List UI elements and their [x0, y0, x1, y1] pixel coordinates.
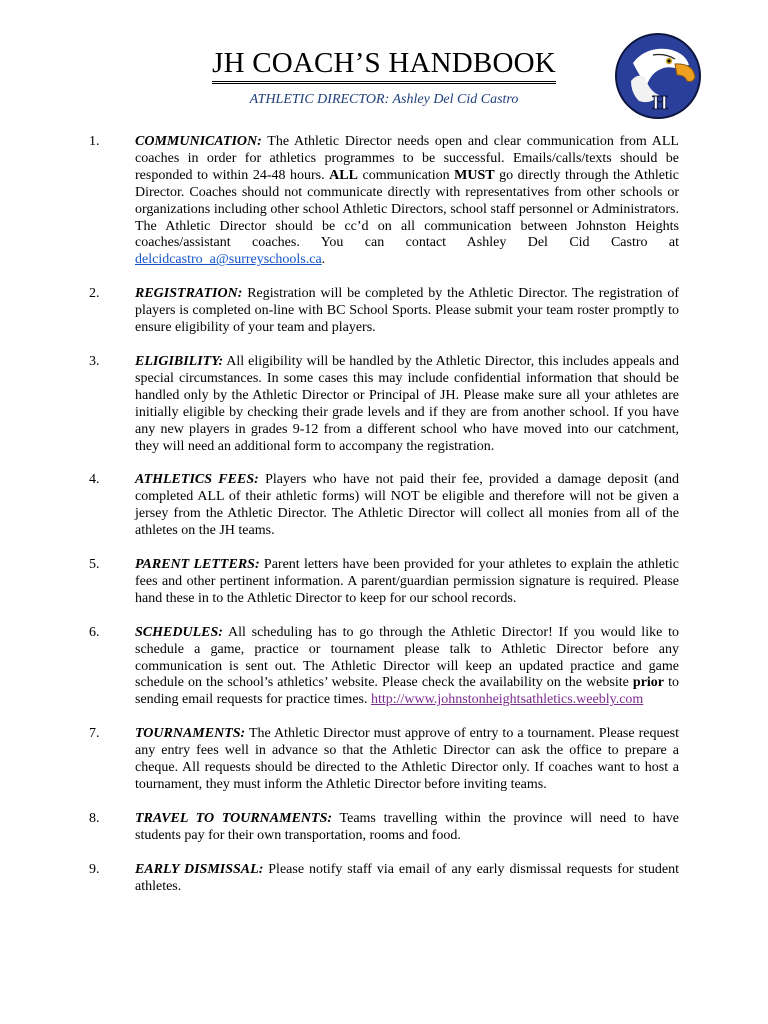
item-text: . [321, 252, 326, 268]
page-title-text: JH COACH’S HANDBOOK [212, 46, 556, 84]
item-text: to sending email requests for practice times. [135, 675, 680, 708]
handbook-list [89, 134, 679, 913]
emphasis-prior: prior [632, 675, 665, 691]
item-heading: EARLY DISMISSAL: [135, 861, 264, 877]
list-item-athletics-fees [89, 472, 679, 540]
item-number: 1. [89, 134, 100, 149]
emphasis-all: ALL [329, 167, 358, 183]
item-heading: REGISTRATION: [135, 286, 243, 302]
item-text: go directly through the Athletic Director. Coaches should not communicate directly with representatives from other schools or organizations including other school Athletic Directors, school staff personnel or Administrators. The Athletic Director should be cc’d on all communication between Johnston Heights coaches/assistant coaches. You can contact Ashley Del Cid Castro at [135, 167, 679, 251]
item-heading: COMMUNICATION: [135, 134, 262, 149]
athletic-director-subtitle: ATHLETIC DIRECTOR: Ashley Del Cid Castro [249, 92, 519, 107]
item-number: 7. [89, 726, 100, 742]
item-text: The Athletic Director needs open and clear communication from ALL coaches in order for athletics programmes to be successful. Emails/calls/texts should be responded to within 24-48 hours. [135, 134, 679, 183]
list-item-registration [89, 286, 679, 337]
list-item-parent-letters [89, 557, 679, 608]
item-number: 2. [89, 286, 100, 302]
list-item-travel [89, 811, 679, 845]
emphasis-must: MUST [454, 167, 495, 183]
item-heading: PARENT LETTERS: [135, 557, 260, 573]
item-heading: ATHLETICS FEES: [135, 472, 259, 488]
item-number: 8. [89, 810, 100, 826]
website-link[interactable]: http://www.johnstonheightsathletics.weebly.com [370, 692, 644, 708]
list-item-communication [89, 134, 679, 269]
item-text: Teams travelling within the province will need to have students pay for their own transportation, rooms and food. [135, 810, 679, 843]
item-number: 5. [89, 557, 100, 573]
list-item-tournaments [89, 726, 679, 794]
item-text: All eligibility will be handled by the Athletic Director, this includes appeals and special circumstances. In some cases this may include confidential information that should be handled only by the Athletic Director or Principal of JH. Please make sure all your athletes are initially eligible by checking their grade levels and if they are from another school. If you have any new players in grades 9-12 from a different school who have moved into our catchment, they will need an additional form to accompany the registration. [135, 353, 679, 454]
item-text: Registration will be completed by the Athletic Director. The registration of players is completed on-line with BC School Sports. Please submit your team roster promptly to ensure eligibility of your team and players. [135, 286, 679, 336]
item-text: Players who have not paid their fee, provided a damage deposit (and completed ALL of their athletic forms) will NOT be eligible and therefore will not be given a jersey from the Athletic Director. The Athletic Director will collect all monies from all of the athletes on the JH teams. [135, 472, 680, 539]
list-item-early-dismissal [89, 862, 679, 896]
item-number: 3. [89, 353, 100, 369]
item-heading: ELIGIBILITY: [135, 353, 224, 369]
logo-letter: H [652, 92, 668, 114]
item-text: Please notify staff via email of any early dismissal requests for student athletes. [135, 861, 679, 894]
item-heading: SCHEDULES: [135, 624, 223, 640]
item-text: communication [357, 167, 455, 183]
item-text: All scheduling has to go through the Athletic Director! If you would like to schedule a game, practice or tournament please talk to Athletic Director before any communication is sent out. The Athletic Director will keep an updated practice and game schedule on the school’s athletics’ website. Please check the availability on the website [135, 624, 679, 691]
eagle-logo [615, 33, 701, 119]
email-link[interactable]: delcidcastro_a@surreyschools.ca [135, 252, 322, 268]
item-number: 4. [89, 472, 100, 488]
item-number: 6. [89, 624, 100, 640]
list-item-schedules [89, 625, 679, 710]
list-item-eligibility [89, 354, 679, 455]
item-text: The Athletic Director must approve of entry to a tournament. Please request any entry fees well in advance so that the Athletic Director can ask the office to prepare a cheque. All requests should be directed to the Athletic Director only. If coaches want to host a tournament, they must inform the Athletic Director before inviting teams. [135, 726, 679, 792]
item-heading: TRAVEL TO TOURNAMENTS: [135, 810, 333, 826]
item-text: Parent letters have been provided for your athletes to explain the athletic fees and other pertinent information. A parent/guardian permission signature is required. Please hand these in to the Athletic Director to keep for our school records. [135, 557, 679, 606]
item-heading: TOURNAMENTS: [135, 726, 246, 742]
item-number: 9. [89, 861, 100, 877]
